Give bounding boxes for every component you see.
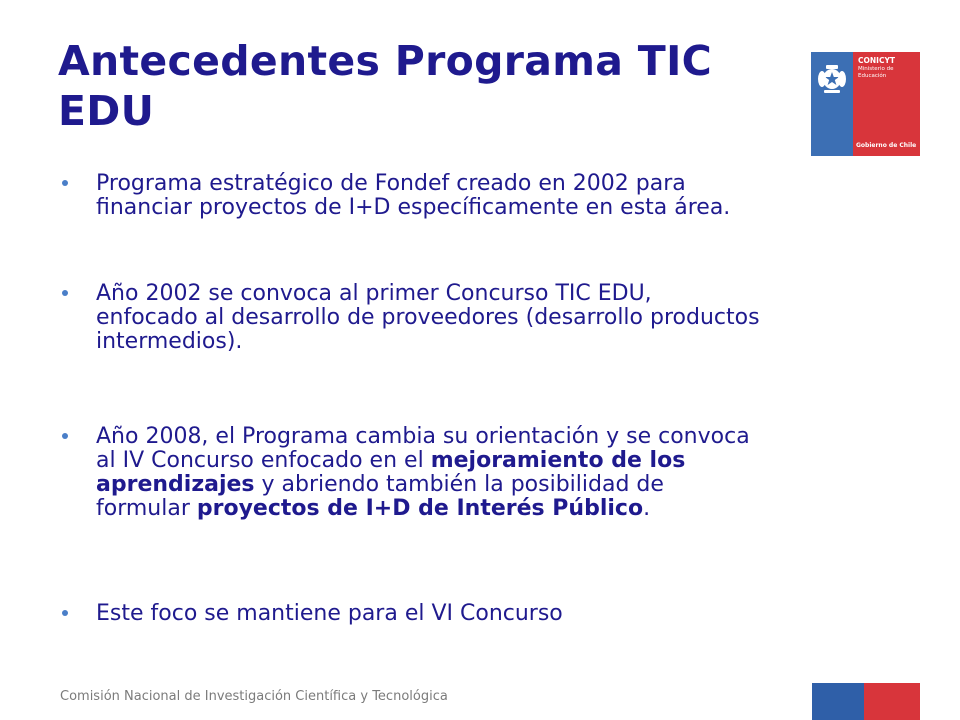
logo-org-name: CONICYT xyxy=(858,56,895,65)
bullet-item-1 xyxy=(62,172,926,220)
bullet-3-emphasis-1a: mejoramiento de los xyxy=(430,448,686,473)
slide-title-line-1: Antecedentes Programa TIC xyxy=(58,37,713,85)
bullet-item-3 xyxy=(62,425,926,521)
bullet-item-2 xyxy=(62,282,926,354)
bullet-3-emphasis-2: proyectos de I+D de Interés Público xyxy=(196,496,644,521)
bullet-3-line-4-text: formular xyxy=(96,496,197,521)
logo-government: Gobierno de Chile xyxy=(856,142,917,149)
footer-flag-red xyxy=(864,683,920,720)
slide-title-line-2: EDU xyxy=(58,87,155,135)
footer-text: Comisión Nacional de Investigación Científica y Tecnológica xyxy=(60,689,448,704)
bullet-3-period: . xyxy=(643,496,651,521)
bullet-2-line-2: enfocado al desarrollo de proveedores (desarrollo productos xyxy=(96,305,760,330)
bullet-dot-icon xyxy=(62,290,68,296)
bullet-3-line-4 xyxy=(96,497,926,521)
bullet-dot-icon xyxy=(62,433,68,439)
chile-coat-of-arms-icon xyxy=(814,60,850,96)
bullet-2-line-1: Año 2002 se convoca al primer Concurso TIC EDU, xyxy=(96,281,652,306)
bullet-3-line-1: Año 2008, el Programa cambia su orientación y se convoca xyxy=(96,424,750,449)
bullet-dot-icon xyxy=(62,610,68,616)
logo-ministry: Ministerio de Educación xyxy=(858,66,894,79)
bullet-2-line-3: intermedios). xyxy=(96,329,243,354)
conicyt-logo xyxy=(811,52,920,156)
bullet-1-line-1: Programa estratégico de Fondef creado en 2002 para xyxy=(96,171,686,196)
bullet-item-4 xyxy=(62,602,926,626)
bullet-3-line-2 xyxy=(96,449,926,473)
logo-blue-panel xyxy=(811,52,853,156)
bullet-3-line-3-text: y abriendo también la posibilidad de xyxy=(254,472,664,497)
bullet-3-line-3 xyxy=(96,473,926,497)
bullet-4-line-1: Este foco se mantiene para el VI Concurso xyxy=(96,601,563,626)
bullet-3-line-2-text: al IV Concurso enfocado en el xyxy=(96,448,431,473)
bullet-dot-icon xyxy=(62,180,68,186)
bullet-3-emphasis-1b: aprendizajes xyxy=(96,472,255,497)
slide-title xyxy=(58,36,778,136)
bullet-1-line-2: financiar proyectos de I+D específicamente en esta área. xyxy=(96,195,731,220)
footer-flag-blue xyxy=(812,683,864,720)
